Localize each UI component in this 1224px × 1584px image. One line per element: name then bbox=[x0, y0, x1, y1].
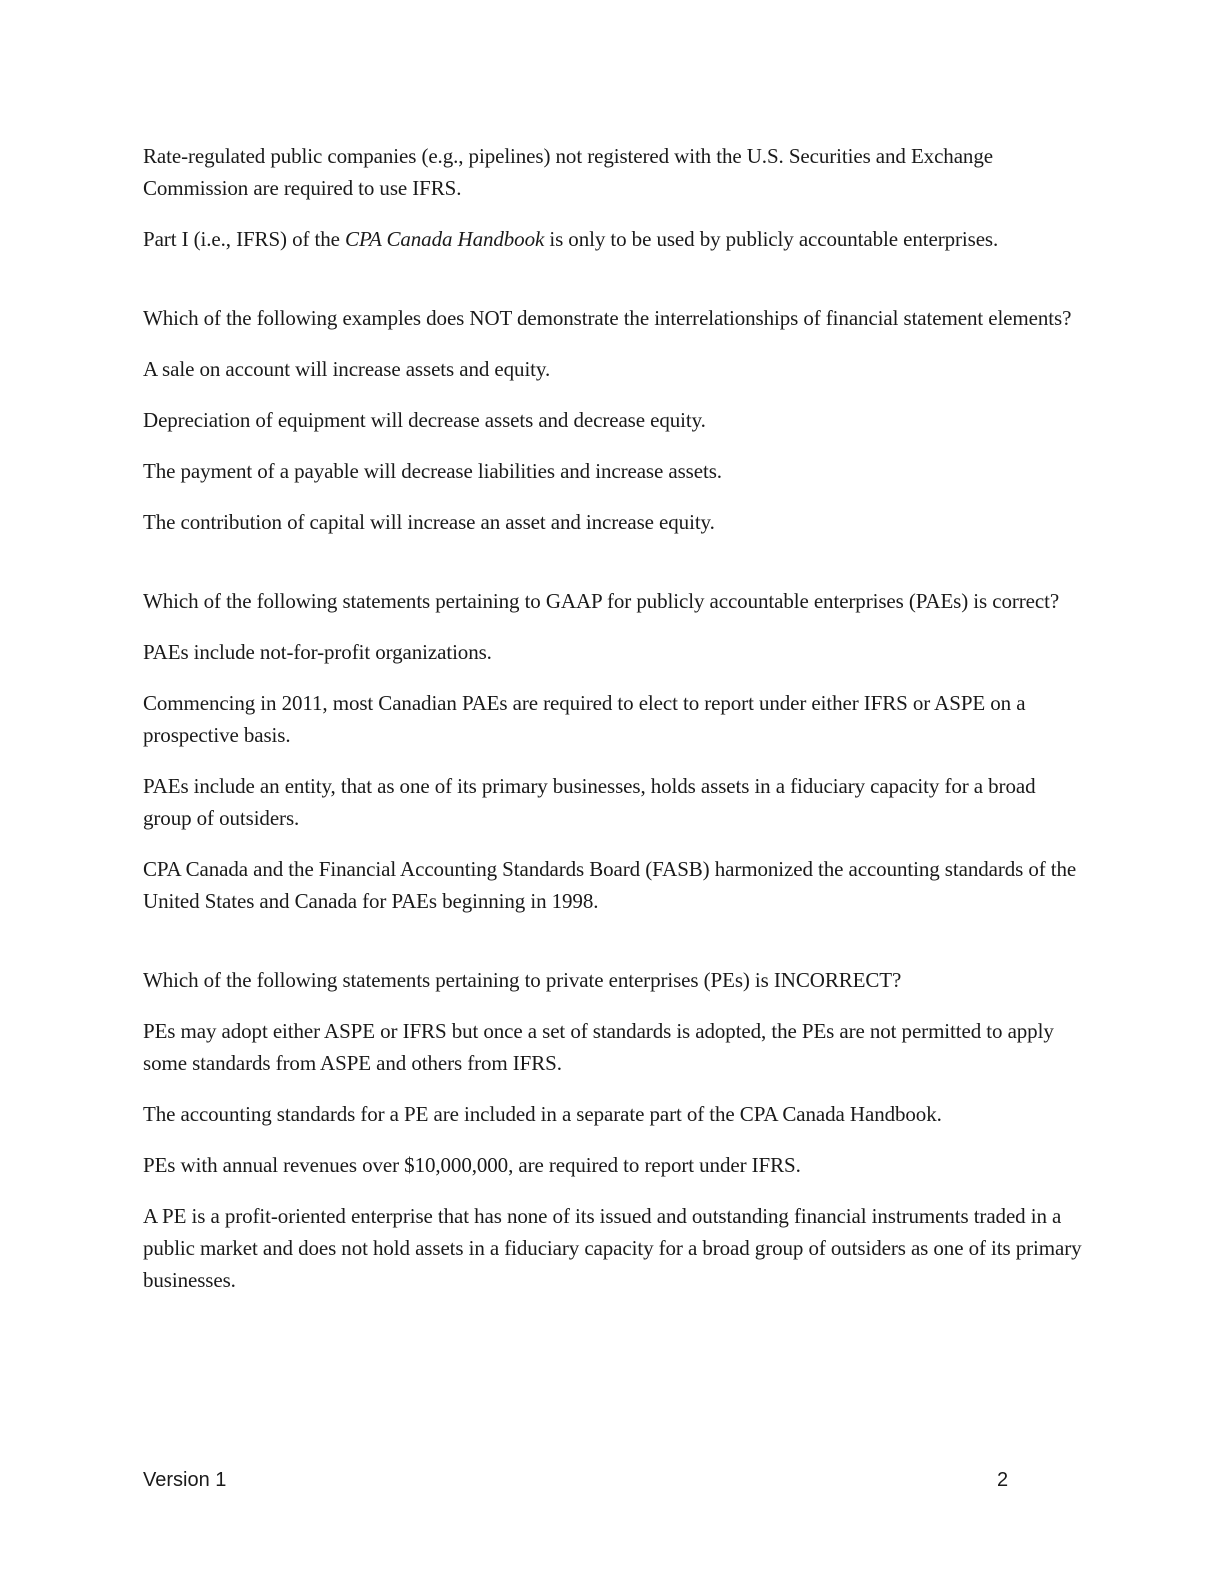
option-text: CPA Canada and the Financial Accounting Standards Board (FASB) harmonized the accounting standards of the United States and Canada for PAEs beginning in 1998. bbox=[143, 857, 1077, 913]
page-content bbox=[143, 140, 1083, 1315]
option-text: The payment of a payable will decrease liabilities and increase assets. bbox=[143, 459, 722, 483]
option-text-part1 bbox=[143, 223, 1083, 255]
footer-page-number: 2 bbox=[997, 1469, 1009, 1491]
question-spacer bbox=[143, 936, 1083, 964]
option-part1-pre: Part I (i.e., IFRS) of the bbox=[143, 227, 346, 251]
option-text: Commencing in 2011, most Canadian PAEs are required to elect to report under either IFRS or ASPE on a prospective basis. bbox=[143, 691, 1026, 747]
handbook-title: CPA Canada Handbook bbox=[345, 227, 545, 251]
option-text: Depreciation of equipment will decrease assets and decrease equity. bbox=[143, 408, 706, 432]
option-text: PEs may adopt either ASPE or IFRS but once a set of standards is adopted, the PEs are not permitted to apply some standards from ASPE and others from IFRS. bbox=[143, 1019, 1054, 1075]
option-text: The accounting standards for a PE are included in a separate part of the CPA Canada Handbook. bbox=[143, 1102, 942, 1126]
question-text: Which of the following statements pertaining to GAAP for publicly accountable enterprises (PAEs) is correct? bbox=[143, 589, 1060, 613]
question-text: Which of the following examples does NOT demonstrate the interrelationships of financial statement elements? bbox=[143, 306, 1072, 330]
footer-version: Version 1 bbox=[143, 1469, 227, 1491]
option-text: A PE is a profit-oriented enterprise that has none of its issued and outstanding financial instruments traded in a public market and does not hold assets in a fiduciary capacity for a broad group of outsiders as one of its primary businesses. bbox=[143, 1204, 1082, 1292]
question-spacer bbox=[143, 274, 1083, 302]
option-text: The contribution of capital will increase an asset and increase equity. bbox=[143, 510, 715, 534]
option-text: PEs with annual revenues over $10,000,000, are required to report under IFRS. bbox=[143, 1153, 801, 1177]
question-spacer bbox=[143, 557, 1083, 585]
option-text: Rate-regulated public companies (e.g., pipelines) not registered with the U.S. Securities and Exchange Commission are required to use IFRS. bbox=[143, 144, 993, 200]
option-text: PAEs include not-for-profit organizations. bbox=[143, 640, 492, 664]
option-text: A sale on account will increase assets and equity. bbox=[143, 357, 551, 381]
option-part1-post: is only to be used by publicly accountable enterprises. bbox=[544, 227, 999, 251]
question-text: Which of the following statements pertaining to private enterprises (PEs) is INCORRECT? bbox=[143, 968, 902, 992]
option-text: PAEs include an entity, that as one of its primary businesses, holds assets in a fiduciary capacity for a broad group of outsiders. bbox=[143, 774, 1036, 830]
